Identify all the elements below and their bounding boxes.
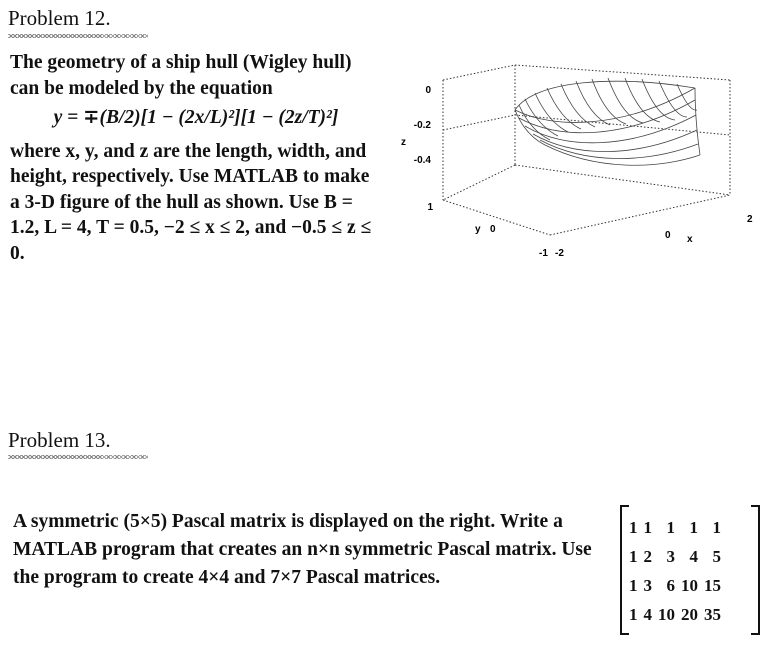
matrix-cell: 4 [689,546,698,566]
matrix-cell: 4 [643,604,652,624]
hull-equation: y = ∓(B/2)[1 − (2x/L)²][1 − (2z/T)²] [53,107,339,128]
z-tick-0: 0 [425,85,431,96]
pascal-matrix [620,505,760,635]
matrix-cell: 6 [666,575,675,595]
y-axis-label: y [475,224,481,235]
z-axis-label: z [401,137,406,148]
matrix-cell: 1 [643,517,652,537]
x-axis-label: x [687,234,693,245]
hull-3d-figure [395,60,760,270]
matrix-cell: 1 [629,517,638,537]
matrix-right-bracket [751,505,760,635]
problem12-instructions: where x, y, and z are the length, width, and height, respectively. Use MATLAB to make a 3-D figure of the hull as shown. Use B = 1.2, L = 4, T = 0.5, −2 ≤ x ≤ 2, and −0.5 ≤ z ≤ 0. [10,140,372,264]
matrix-cell: 15 [704,575,721,595]
matrix-table [626,513,724,629]
problem12-body [10,50,382,266]
heading-underline [8,455,148,459]
matrix-cell: 1 [629,604,638,624]
z-tick-1: -0.2 [413,120,431,131]
matrix-cell: 1 [629,546,638,566]
heading-underline [8,34,148,38]
matrix-cell: 3 [643,575,652,595]
problem12-heading: Problem 12. [8,6,111,30]
matrix-row [626,542,724,571]
matrix-cell: 1 [629,575,638,595]
y-tick-1: 1 [427,202,433,213]
matrix-cell: 1 [712,517,721,537]
matrix-cell: 10 [658,604,675,624]
matrix-cell: 3 [666,546,675,566]
matrix-row [626,600,724,629]
matrix-row [626,571,724,600]
problem13-heading: Problem 13. [8,428,111,452]
y-tick-0: 0 [490,224,496,235]
z-tick-2: -0.4 [413,155,431,166]
matrix-cell: 5 [712,546,721,566]
axes-box [443,65,730,235]
matrix-cell: 20 [681,604,698,624]
matrix-cell: 2 [643,546,652,566]
matrix-cell: 1 [689,517,698,537]
hull-mesh [515,78,700,165]
matrix-cell: 10 [681,575,698,595]
matrix-cell: 1 [666,517,675,537]
matrix-cell: 35 [704,604,721,624]
problem12-intro: The geometry of a ship hull (Wigley hull) can be modeled by the equation [10,52,352,99]
x-tick-0: 0 [665,230,671,241]
y-tick-neg1: -1 [539,248,548,259]
matrix-row [626,513,724,542]
x-tick-neg2: -2 [555,248,564,259]
x-tick-2: 2 [747,214,753,225]
problem13-body: A symmetric (5×5) Pascal matrix is displayed on the right. Write a MATLAB program that creates an n×n symmetric Pascal matrix. Use the program to create 4×4 and 7×7 Pascal matrices. [13,511,592,588]
